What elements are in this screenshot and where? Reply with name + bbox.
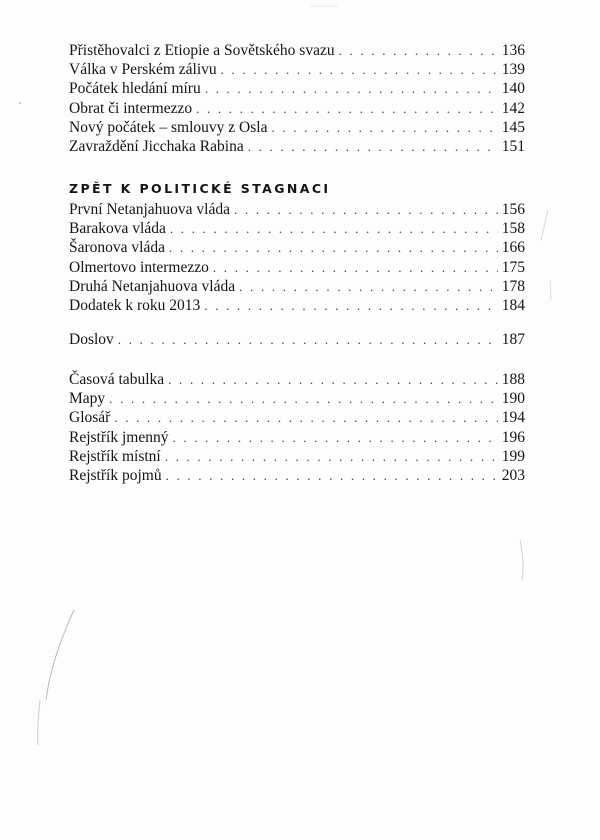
entry-page: 166 [501, 239, 525, 257]
entry-page: 194 [501, 409, 525, 427]
entry-page: 196 [501, 428, 525, 446]
entry-title: Nový počátek – smlouvy z Osla [69, 118, 268, 136]
entry-title: Doslov [69, 331, 114, 348]
entry-page: 140 [501, 80, 525, 98]
entry-title: Olmertovo intermezzo [69, 258, 209, 276]
entry-title: Přistěhovalci z Etiopie a Sovětského svazu [69, 42, 335, 59]
entry-page: 145 [501, 118, 525, 136]
entry-title: Počátek hledání míru [69, 80, 201, 98]
entry-page: 156 [501, 201, 525, 218]
entry-page: 151 [501, 137, 525, 155]
entry-title: Obrat či intermezzo [69, 99, 193, 117]
entry-title: První Netanjahuova vláda [69, 201, 230, 218]
entry-title: Zavraždění Jicchaka Rabina [69, 137, 244, 155]
entry-page: 184 [501, 296, 525, 314]
entry-title: Válka v Perském zálivu [69, 61, 217, 79]
entry-page: 136 [501, 42, 525, 59]
entry-page: 178 [501, 277, 525, 295]
entry-title: Barakova vláda [69, 220, 166, 238]
entry-page: 139 [501, 61, 525, 79]
entry-page: 188 [501, 371, 525, 388]
entry-title: Rejstřík jmenný [69, 428, 169, 446]
entry-page: 203 [501, 466, 525, 484]
entry-title: Dodatek k roku 2013 [69, 296, 201, 314]
entry-title: Glosář [69, 409, 111, 427]
entry-title: Druhá Netanjahuova vláda [69, 277, 236, 295]
entry-page: 175 [501, 258, 525, 276]
entry-page: 187 [501, 331, 525, 348]
entry-title: Mapy [69, 390, 106, 408]
entry-page: 142 [501, 99, 525, 117]
entry-page: 190 [501, 390, 525, 408]
entry-title: Šaronova vláda [69, 239, 165, 257]
entry-title: Rejstřík pojmů [69, 466, 162, 484]
section-heading: ZPĚT K POLITICKÉ STAGNACI [69, 181, 331, 196]
entry-page: 158 [501, 220, 525, 238]
entry-page: 199 [501, 447, 525, 465]
entry-title: Rejstřík místní [69, 447, 161, 465]
entry-title: Časová tabulka [69, 371, 165, 388]
